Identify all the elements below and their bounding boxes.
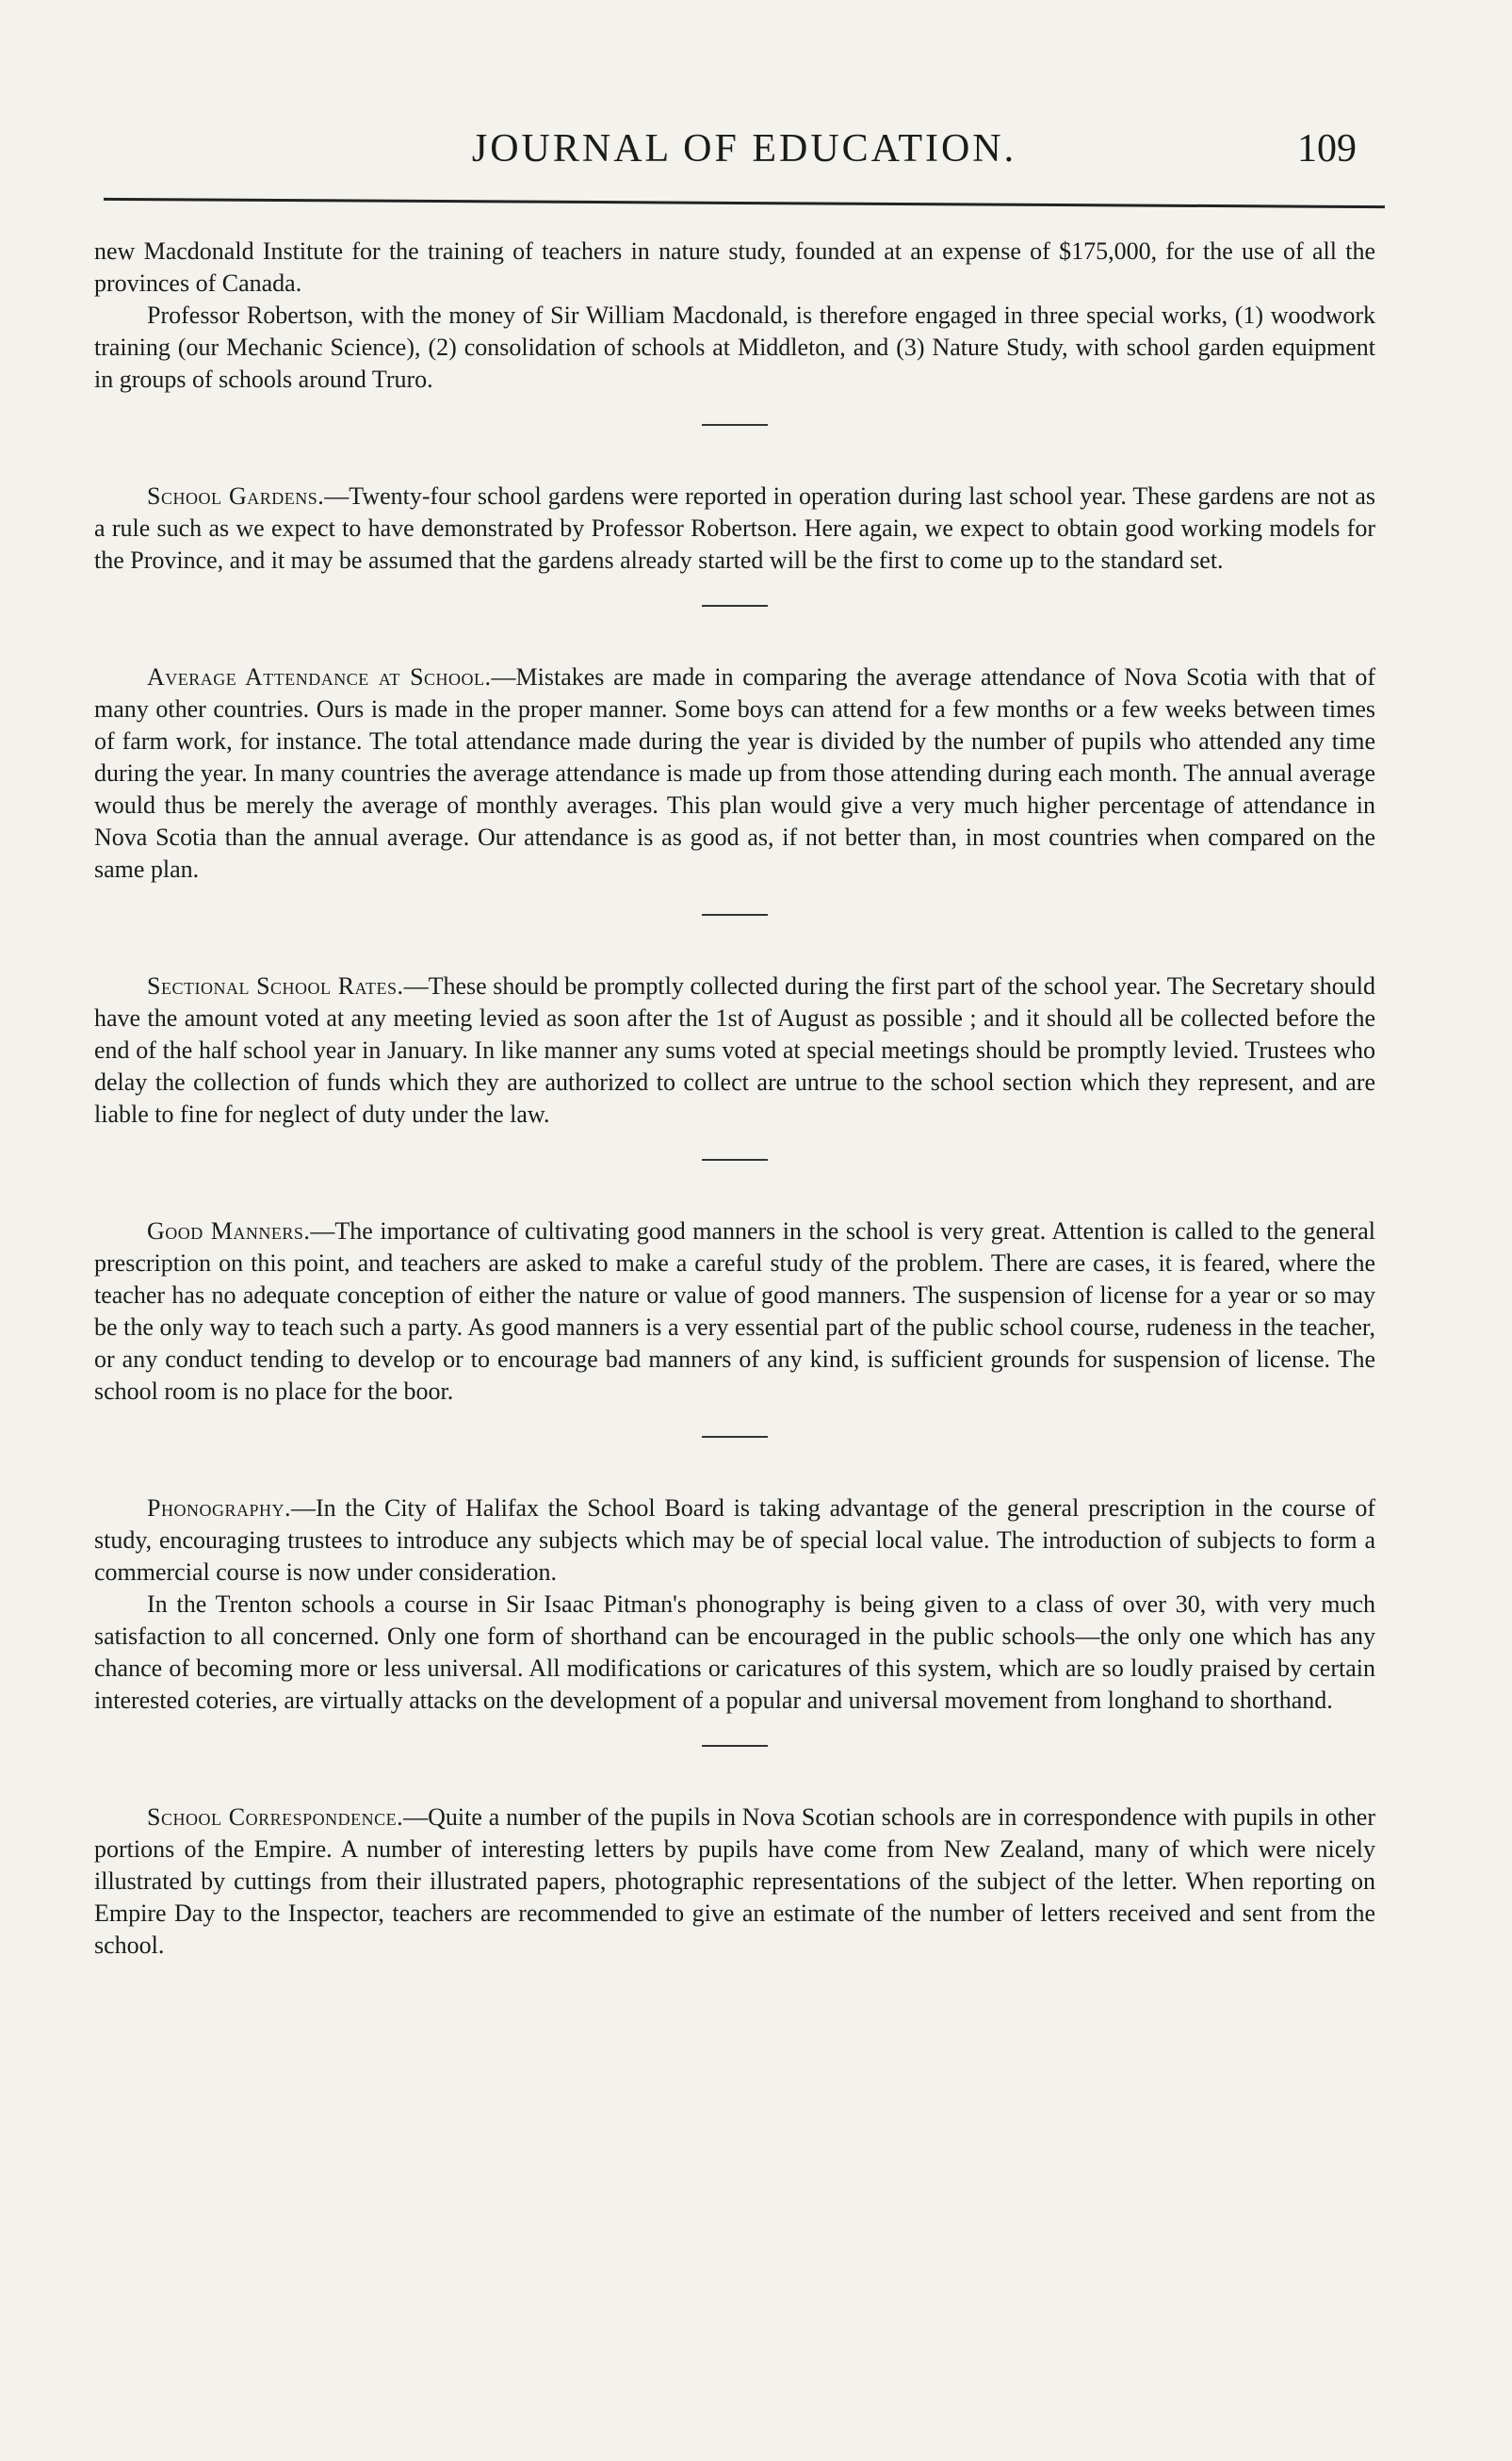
school-correspondence-section — [94, 1801, 1375, 1962]
good-manners-paragraph — [94, 1215, 1375, 1408]
school-gardens-paragraph — [94, 481, 1375, 577]
section-separator — [702, 1745, 768, 1747]
continuation-paragraph: new Macdonald Institute for the training of teachers in nature study, founded at an expense of $175,000, for the use of all the provinces of Canada. — [94, 237, 1375, 297]
running-title: JOURNAL OF EDUCATION. — [471, 127, 1017, 171]
header-rule — [104, 198, 1385, 208]
sectional-rates-paragraph — [94, 970, 1375, 1131]
school-correspondence-heading: School Correspondence. — [147, 1803, 404, 1831]
good-manners-heading: Good Manners. — [147, 1217, 311, 1245]
continuation-section — [94, 236, 1375, 396]
school-gardens-section — [94, 481, 1375, 577]
school-gardens-heading: School Gardens. — [147, 482, 325, 510]
school-correspondence-paragraph — [94, 1801, 1375, 1962]
average-attendance-heading: Average Attendance at School. — [147, 663, 492, 691]
sectional-rates-section — [94, 970, 1375, 1131]
page-number: 109 — [1297, 127, 1357, 171]
average-attendance-paragraph — [94, 661, 1375, 886]
section-separator — [702, 424, 768, 426]
phonography-section — [94, 1492, 1375, 1717]
phonography-heading: Phonography. — [147, 1494, 291, 1522]
school-gardens-text: —Twenty-four school gardens were reported in operation during last school year. These gardens are not as a rule such as we expect to have demonstrated by Professor Robertson. Here again, we expect to obtain good working models for the Province, and it may be assumed that the gardens already started will be the first to come up to the standard set. — [94, 482, 1376, 574]
phonography-paragraph-2: In the Trenton schools a course in Sir Isaac Pitman's phonography is being given to a class of over 30, with very much satisfaction to all concerned. Only one form of shorthand can be encouraged in the public schools—the only one which has any chance of becoming more or less universal. All modifications or caricatures of this system, which are so loudly praised by certain interested coteries, are virtually attacks on the development of a popular and universal movement from longhand to shorthand. — [94, 1590, 1375, 1714]
page-header — [94, 122, 1394, 207]
sectional-rates-heading: Sectional School Rates. — [147, 972, 404, 1000]
school-correspondence-text: —Quite a number of the pupils in Nova Scotian schools are in correspondence with pupils in other portions of the Empire. A number of interesting letters by pupils have come from New Zealand, many of which were nicely illustrated by cuttings from their illustrated papers, photographic representations of the subject of the letter. When reporting on Empire Day to the Inspector, teachers are recommended to give an estimate of the number of letters received and sent from the school. — [94, 1803, 1375, 1959]
sectional-rates-text: —These should be promptly collected during the first part of the school year. The Secretary should have the amount voted at any meeting levied as soon after the 1st of August as possible ; and it should all be collected before the end of the half school year in January. In like manner any sums voted at special meetings should be promptly levied. Trustees who delay the collection of funds which they are authorized to collect are untrue to the school section which they represent, and are liable to fine for neglect of duty under the law. — [94, 972, 1375, 1128]
robertson-paragraph: Professor Robertson, with the money of Sir William Macdonald, is therefore engaged in three special works, (1) woodwork training (our Mechanic Science), (2) consolidation of schools at Middleton, and (3) Nature Study, with school garden equipment in groups of schools around Truro. — [94, 302, 1375, 393]
good-manners-text: —The importance of cultivating good manners in the school is very great. Attention is called to the general prescription on this point, and teachers are asked to make a careful study of the problem. There are cases, it is feared, where the teacher has no adequate conception of either the nature or value of good manners. The suspension of license for a year or so may be the only way to teach such a party. As good manners is a very essential part of the public school course, rudeness in the teacher, or any conduct tending to develop or to encourage bad manners of any kind, is sufficient grounds for suspension of license. The school room is no place for the boor. — [94, 1217, 1375, 1405]
good-manners-section — [94, 1215, 1375, 1408]
phonography-paragraph — [94, 1492, 1375, 1589]
article-body — [94, 236, 1375, 1962]
average-attendance-section — [94, 661, 1375, 886]
section-separator — [702, 605, 768, 607]
section-separator — [702, 914, 768, 916]
phonography-text: —In the City of Halifax the School Board is taking advantage of the general prescription in the course of study, encouraging trustees to introduce any subjects which may be of special local value. The introduction of subjects to form a commercial course is now under consideration. — [94, 1494, 1375, 1586]
section-separator — [702, 1159, 768, 1161]
average-attendance-text: —Mistakes are made in comparing the average attendance of Nova Scotia with that of many other countries. Ours is made in the proper manner. Some boys can attend for a few months or a few weeks between times of farm work, for instance. The total attendance made during the year is divided by the number of pupils who attended any time during the year. In many countries the average attendance is made up from those attending during each month. The annual average would thus be merely the average of monthly averages. This plan would give a very much higher percentage of attendance in Nova Scotia than the annual average. Our attendance is as good as, if not better than, in most countries when compared on the same plan. — [94, 663, 1375, 883]
section-separator — [702, 1436, 768, 1438]
